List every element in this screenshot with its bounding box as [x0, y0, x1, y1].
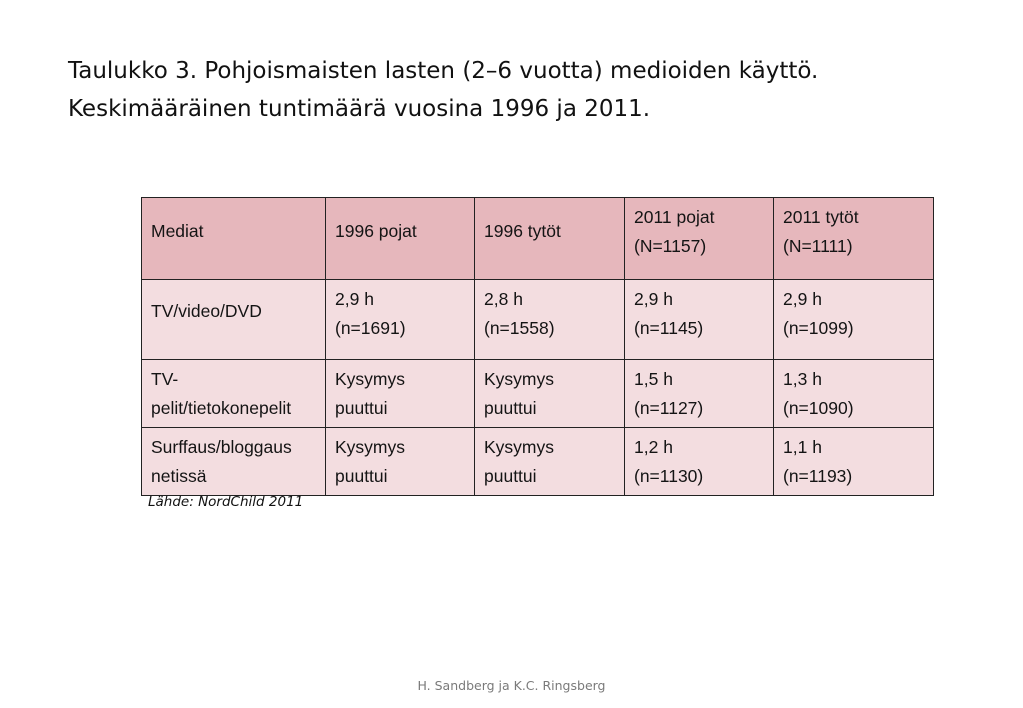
source-note: Lähde: NordChild 2011: [148, 494, 304, 510]
header-cell: Mediat: [142, 198, 326, 280]
table-cell: Kysymys puuttui: [475, 360, 625, 428]
table-cell: 1,2 h (n=1130): [625, 428, 774, 496]
slide-title: [68, 52, 968, 128]
table-cell: 2,8 h (n=1558): [475, 280, 625, 360]
title-line-1: Taulukko 3. Pohjoismaisten lasten (2–6 vuotta) medioiden käyttö.: [68, 58, 819, 84]
header-cell: 1996 tytöt: [475, 198, 625, 280]
table-cell: 2,9 h (n=1145): [625, 280, 774, 360]
footer-authors: H. Sandberg ja K.C. Ringsberg: [417, 678, 606, 693]
table-row: [142, 428, 934, 496]
table-cell: 2,9 h (n=1691): [326, 280, 475, 360]
table-cell: Surffaus/bloggaus netissä: [142, 428, 326, 496]
table-cell: Kysymys puuttui: [326, 428, 475, 496]
table-cell: 1,1 h (n=1193): [774, 428, 934, 496]
header-cell: 2011 tytöt (N=1111): [774, 198, 934, 280]
table-row: [142, 360, 934, 428]
table-cell: Kysymys puuttui: [326, 360, 475, 428]
table-cell: Kysymys puuttui: [475, 428, 625, 496]
table-row: [142, 280, 934, 360]
table-header-row: [142, 198, 934, 280]
table-cell: TV/video/DVD: [142, 280, 326, 360]
table-cell: 1,3 h (n=1090): [774, 360, 934, 428]
header-cell: 1996 pojat: [326, 198, 475, 280]
table-cell: 2,9 h (n=1099): [774, 280, 934, 360]
table-cell: TV- pelit/tietokonepelit: [142, 360, 326, 428]
title-line-2: Keskimääräinen tuntimäärä vuosina 1996 ja 2011.: [68, 96, 651, 122]
media-usage-table: [141, 197, 923, 486]
table-cell: 1,5 h (n=1127): [625, 360, 774, 428]
header-cell: 2011 pojat (N=1157): [625, 198, 774, 280]
data-table: [141, 197, 934, 496]
